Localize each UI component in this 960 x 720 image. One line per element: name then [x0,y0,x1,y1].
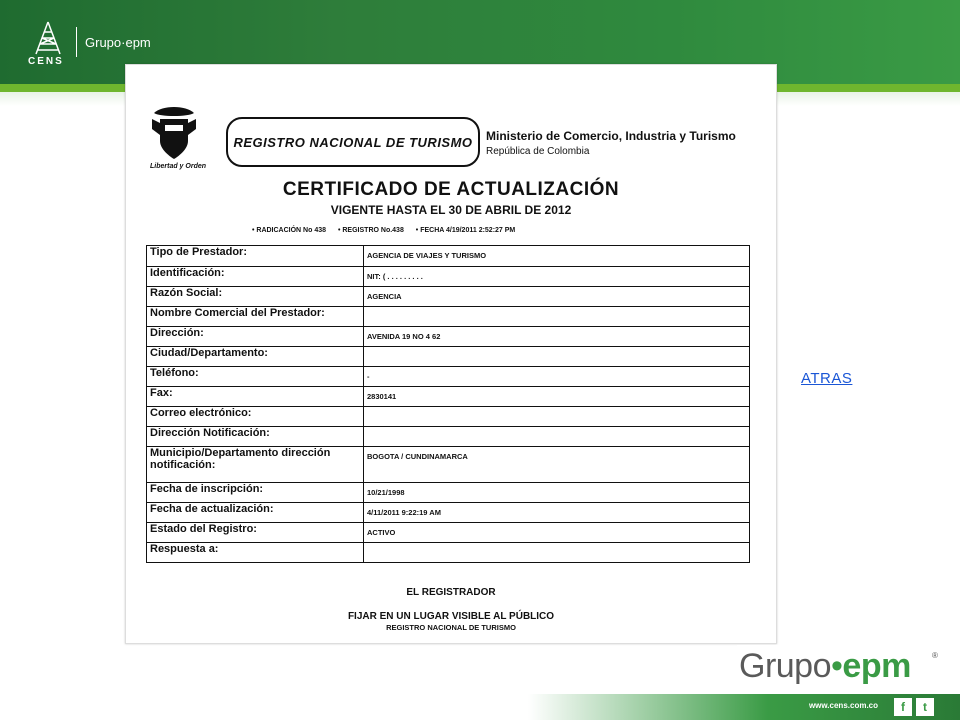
row-label: Respuesta a: [147,543,364,563]
cens-logo [26,20,151,67]
registrar-signature: EL REGISTRADOR [406,587,496,598]
row-value [364,347,750,367]
footer-url[interactable]: www.cens.com.co [808,701,878,710]
row-value: 10/21/1998 [364,483,750,503]
row-value [364,307,750,327]
row-label: Correo electrónico: [147,407,364,427]
ministry-name: Ministerio de Comercio, Industria y Turismo [486,129,736,143]
logo-grupo-text: Grupo [739,647,831,685]
logo-divider [76,27,77,57]
row-value: 4/11/2011 9:22:19 AM [364,503,750,523]
public-notice: FIJAR EN UN LUGAR VISIBLE AL PÚBLICO [347,611,555,622]
row-label: Fecha de inscripción: [147,483,364,503]
table-row [147,503,750,523]
registro-number: • REGISTRO No.438 [337,227,404,234]
table-row [147,287,750,307]
table-row [147,407,750,427]
table-row [147,267,750,287]
table-row [147,246,750,267]
row-label: Fecha de actualización: [147,503,364,523]
row-value: NIT: ( . . . . . . . . . [364,267,750,287]
table-row [147,307,750,327]
row-value [364,407,750,427]
registered-mark: ® [932,651,938,660]
table-row [147,483,750,503]
row-value: AGENCIA [364,287,750,307]
row-label: Identificación: [147,267,364,287]
twitter-icon[interactable]: t [916,698,934,716]
certificate-validity: VIGENTE HASTA EL 30 DE ABRIL DE 2012 [330,203,572,217]
registry-table [146,245,750,563]
table-row [147,367,750,387]
registry-title-box: REGISTRO NACIONAL DE TURISMO [226,117,480,167]
radicacion-number: • RADICACIÓN No 438 [252,227,327,234]
row-label: Tipo de Prestador: [147,246,364,267]
row-label: Ciudad/Departamento: [147,347,364,367]
table-row [147,447,750,483]
row-value [364,543,750,563]
certificate-title: CERTIFICADO DE ACTUALIZACIÓN [282,179,620,200]
table-row [147,387,750,407]
row-value: BOGOTA / CUNDINAMARCA [364,447,750,483]
row-value: ACTIVO [364,523,750,543]
row-value: 2830141 [364,387,750,407]
row-label: Fax: [147,387,364,407]
footer-bar [0,694,960,720]
public-notice-sub: REGISTRO NACIONAL DE TURISMO [386,623,516,632]
row-label: Nombre Comercial del Prestador: [147,307,364,327]
row-value [364,427,750,447]
registration-line [252,227,525,234]
registration-date: • FECHA 4/19/2011 2:52:27 PM [415,227,516,234]
grupo-epm-logo [737,645,941,693]
table-row [147,543,750,563]
row-value: AGENCIA DE VIAJES Y TURISMO [364,246,750,267]
row-label: Dirección Notificación: [147,427,364,447]
table-row [147,347,750,367]
row-label: Estado del Registro: [147,523,364,543]
facebook-icon[interactable]: f [894,698,912,716]
tower-icon [26,20,70,67]
cens-wordmark: CENS [28,56,64,67]
logo-epm-text: epm [842,647,911,685]
row-label: Teléfono: [147,367,364,387]
grupo-epm-label: Grupo·epm [85,34,151,50]
ministry-country: República de Colombia [486,146,590,157]
row-label: Razón Social: [147,287,364,307]
back-link[interactable]: ATRAS [801,370,853,387]
crest-caption: Libertad y Orden [150,163,207,170]
certificate-image [125,64,777,644]
row-value: - [364,367,750,387]
table-row [147,523,750,543]
table-row [147,427,750,447]
row-label: Dirección: [147,327,364,347]
colombia-crest-icon [148,103,200,167]
grupo-epm-wordmark [739,647,911,686]
row-label: Municipio/Departamento dirección notificación: [147,447,364,483]
table-row [147,327,750,347]
logo-dot: • [831,647,843,685]
row-value: AVENIDA 19 NO 4 62 [364,327,750,347]
